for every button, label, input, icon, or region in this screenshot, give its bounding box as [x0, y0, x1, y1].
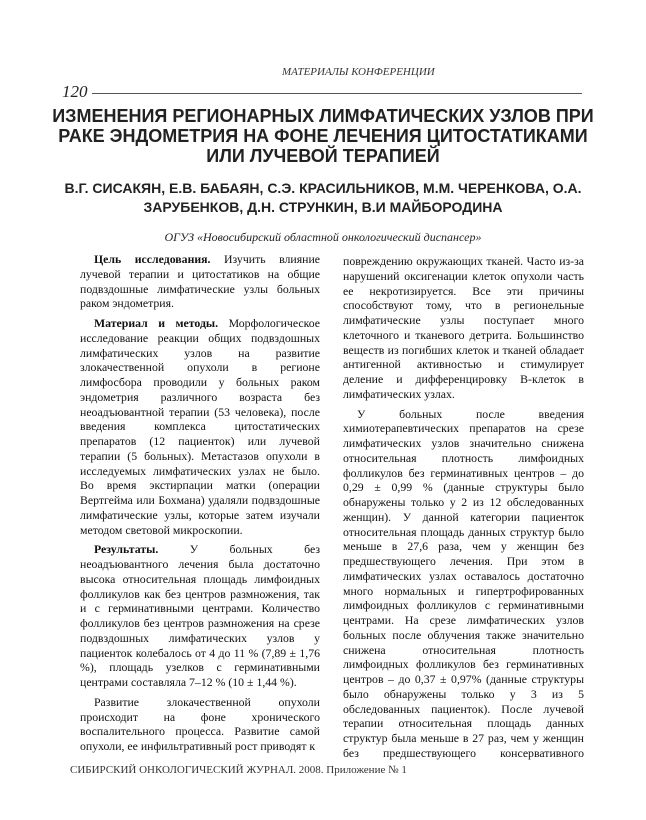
paragraph-results [80, 542, 320, 690]
paragraph-aim [80, 252, 320, 311]
methods-heading: Материал и методы. [94, 316, 219, 330]
header-rule [92, 93, 582, 94]
journal-footer: СИБИРСКИЙ ОНКОЛОГИЧЕСКИЙ ЖУРНАЛ. 2008. Приложение № 1 [70, 764, 407, 776]
right-column [343, 254, 584, 760]
article-title: ИЗМЕНЕНИЯ РЕГИОНАРНЫХ ЛИМФАТИЧЕСКИХ УЗЛОВ ПРИ РАКЕ ЭНДОМЕТРИЯ НА ФОНЕ ЛЕЧЕНИЯ ЦИТОСТАТИКАМИ ИЛИ ЛУЧЕВОЙ ТЕРАПИЕЙ [52, 106, 594, 166]
paragraph-methods [80, 316, 320, 537]
results-text: У больных без неоадъювантного лечения была достаточно высока относительная площадь лимфоидных фолликулов как без центров размножения, так и с герминативными центрами. Количество фолликулов без центров размножения на срезе подвздошных лимфатических узлов у пациенток колебалось от 4 до 11 % (7,89 ± 1,76 %), площадь узелков с герминативными центрами составляла 7–12 % (10 ± 1,44 %). [80, 542, 320, 689]
results-heading: Результаты. [94, 542, 159, 557]
running-header: МАТЕРИАЛЫ КОНФЕРЕНЦИИ [282, 66, 435, 78]
paragraph-tumor-development: Развитие злокачественной опухоли происходит на фоне хронического воспалительного процесса. Развитие самой опухоли, ее инфильтративный рост приводят к [80, 694, 320, 753]
left-column [80, 252, 320, 758]
aim-text: Изучить влияние лучевой терапии и цитостатиков на общие подвздошные лимфатические узлы больных раком эндометрия. [80, 252, 320, 311]
article-authors: В.Г. СИСАКЯН, Е.В. БАБАЯН, С.Э. КРАСИЛЬНИКОВ, М.М. ЧЕРЕНКОВА, О.А. ЗАРУБЕНКОВ, Д.Н. СТРУНКИН, В.И МАЙБОРОДИНА [64, 180, 582, 215]
paragraph-tumor-development-continued: повреждению окружающих тканей. Часто из-за нарушений оксигенации клеток опухоли часть ее некротизируется. Все эти причины способствуют тому, что в регионельные лимфатические узлы поступает много клеточного и тканевого детрита. Большинство веществ из погибших клеток и тканей обладает антигенной активностью и стимулирует деление и дифференцировку В-клеток в лимфатических узлах. [343, 254, 584, 401]
paragraph-chemotherapy-results: У больных после введения химиотерапевтических препаратов на срезе лимфатических узлов значительно снижена относительная плотность лимфоидных фолликулов без герминативных центров – до 0,29 ± 0,99 % (данные структуры было обнаружены только у 2 из 12 обследованных женщин). У данной категории пациенток относительная площадь данных структур было меньше в 27,6 раза, чем у женщин без предшествующего лечения. При этом в лимфатических узлах оставалось достаточно много нормальных и гипертрофированных лимфоидных фолликулов с герминативными центрами. На срезе лимфатических узлов больных после облучения также значительно снижена относительная плотность лимфоидных фолликулов без герминативных центров – до 0,37 ± 0,97% (данные структуры было обнаружены только у 3 из 5 обследованных пациенток). После лучевой терапии относительная площадь данных структур была меньше в 27 раз, чем у женщин без предшествующего консервативного [343, 406, 584, 760]
aim-heading: Цель исследования. [94, 252, 211, 266]
article-affiliation: ОГУЗ «Новосибирский областной онкологический диспансер» [164, 230, 482, 244]
methods-text: Морфологическое исследование реакции общих подвздошных лимфатических узлов на развитие злокачественной опухоли в регионе лимфосбора проводили у больных раком эндометрия различного возраста без неоадъювантной терапии (53 человека), после введения комплекса цитостатических препаратов (12 пациенток) или лучевой терапии (5 больных). Метастазов опухоли в исследуемых лимфатических узлах не было. Во время экстирпации матки (операции Вертгейма или Бохмана) удаляли подвздошные лимфатические узлы, которые затем изучали методом световой микроскопии. [80, 316, 320, 537]
page-number: 120 [62, 82, 88, 101]
